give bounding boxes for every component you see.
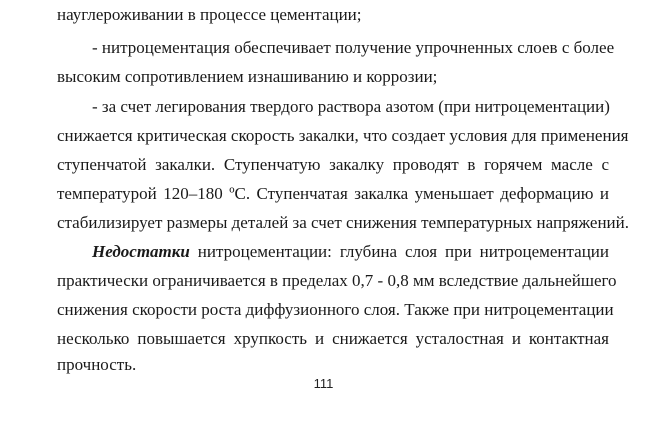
text-line: - за счет легирования твердого раствора азотом (при нитроцементации) (92, 97, 610, 116)
text-line: высоким сопротивлением изнашиванию и коррозии; (57, 67, 438, 86)
drawbacks-first-line (92, 242, 609, 262)
text-line: практически ограничивается в пределах 0,7 - 0,8 мм вследствие дальнейшего (57, 271, 617, 290)
text-line: науглероживании в процессе цементации; (57, 5, 362, 24)
text-line: - нитроцементация обеспечивает получение упрочненных слоев с более (92, 38, 615, 57)
text-line: ступенчатой закалки. Ступенчатую закалку проводят в горячем масле с (57, 155, 609, 174)
text-line: прочность. (57, 355, 137, 374)
text-line: снижения скорости роста диффузионного слоя. Также при нитроцементации (57, 300, 614, 319)
text-line: температурой 120–180 ºС. Ступенчатая закалка уменьшает деформацию и (57, 184, 609, 203)
text-line: стабилизирует размеры деталей за счет снижения температурных напряжений. (57, 213, 630, 232)
drawbacks-heading: Недостатки (92, 242, 190, 261)
page-number: 111 (313, 376, 334, 391)
drawbacks-first-line-text: нитроцементации: глубина слоя при нитроцементации (189, 242, 609, 261)
text-line: несколько повышается хрупкость и снижается усталостная и контактная (57, 329, 609, 348)
text-line: снижается критическая скорость закалки, что создает условия для применения (57, 126, 629, 145)
